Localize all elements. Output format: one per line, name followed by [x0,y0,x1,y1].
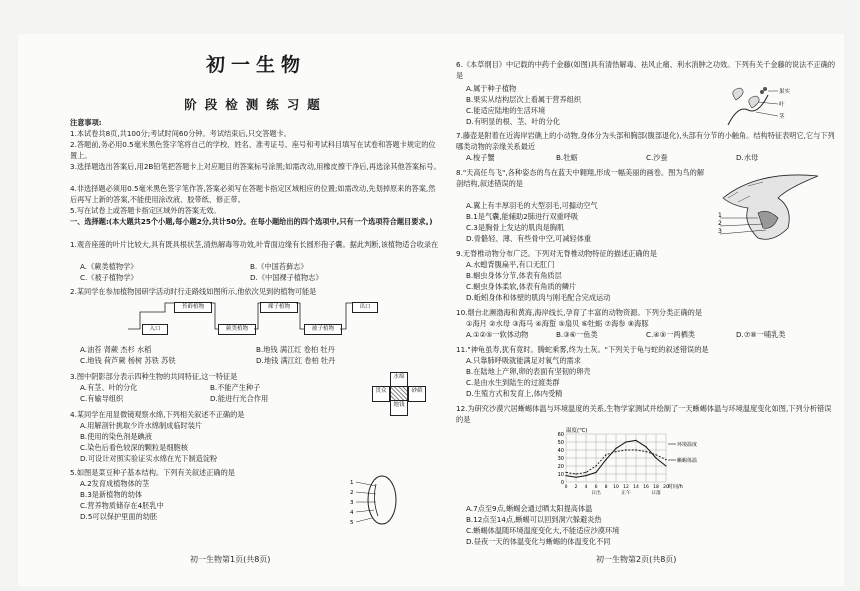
question-3-option-b: B.不能产生种子 [210,383,261,392]
note-1: 1.本试卷共8页,共100分;考试时间60分钟。考试结束后,只交答题卡。 [70,129,291,138]
question-12-option-a: A.7点至9点,蜥蜴会通过晒太阳提高体温 [466,504,593,513]
chart-series-0-point [585,475,586,476]
question-6-option-d: D.有明显的根、茎、叶的分化 [466,117,561,126]
question-2-option-c: C.地钱 荷芦蕨 杨树 苏铁 苏铁 [80,356,176,365]
cross-left: 贯众 [372,386,390,402]
question-12-option-d: D.昼夜一天的体温变化与蜥蜴的体温变化不同 [466,537,611,546]
question-1-option-a: A.《蕨类植物学》 [80,262,138,271]
chart-x-tick: 18 [653,485,659,490]
route-gymnosperm: 裸子植物 [260,302,298,313]
chart-series-1-point [635,449,636,450]
note-4: 4.非选择题必须用0.5毫米黑色签字笔作答,答案必须写在答题卡指定区域相应的位置;如需改动,先划掉原来的答案,然后再写上新的答案,不能使用涂改液、胶带纸、修正带。 [70,184,436,204]
question-11-stem: 11."神龟虽寿,犹有竟时。腾蛇乘雾,终为土灰。"下列关于龟与蛇的叙述错误的是 [456,345,709,354]
question-11-option-a: A.只靠肺呼吸就能满足对氧气的需求 [466,356,581,365]
question-2-option-a: A.油苔 肾蕨 杰杉 水稻 [80,345,152,354]
question-3-option-a: A.有茎、叶的分化 [80,383,138,392]
chart-series-1-point [575,473,576,474]
question-10-option-b: B.③⑥一鱼类 [556,330,598,339]
question-8-option-a: A.翼上有丰厚羽毛的大型羽毛,可搧动空气 [466,201,598,210]
plant-label-fruit: 果实 [779,89,791,95]
section-heading: 一、选择题:(本大题共25个小题,每小题2分,共计50分。在每小题给出的四个选项中,只有一个选项符合题目要求。) [70,217,433,226]
plant-label-stem: 茎 [779,114,785,120]
cross-bottom: 地钱 [390,400,408,416]
seed-label-2: 2 [350,490,354,496]
question-7-option-b: B.牡蛎 [556,153,578,162]
question-9-option-a: A.水螅背腹扁平,有口无肛门 [466,260,555,269]
question-2-option-d: D.地钱 满江红 卷柏 牡丹 [256,356,336,365]
seed-label-4: 4 [350,510,354,516]
question-10-stem: 10.烟台北濒渤海和黄海,海岸线长,孕育了丰富的动物资源。下列分类正确的是 [456,308,703,317]
question-10-option-a: A.①②⑤一软体动物 [466,330,529,339]
question-11-option-b: B.在陆地上产卵,卵的表面有坚韧的卵壳 [466,367,591,376]
chart-annotation: 日落 [651,491,661,496]
chart-series-1-point [655,454,656,455]
chart-series-1-point [625,449,626,450]
question-3-option-c: C.有输导组织 [80,394,124,403]
question-6-option-c: C.能适应陆地的生活环境 [466,106,546,115]
chart-x-tick: 16 [643,485,649,490]
page-title: 初一生物 [205,54,306,76]
seed-label-5: 5 [350,520,354,526]
chart-x-tick: 20 [663,485,669,490]
question-4-option-a: A.用解剖针挑取少许水绵制成临时装片 [80,421,203,430]
question-12-stem: 12.为研究沙漠穴居蜥蜴体温与环境温度的关系,生物学家测试并绘制了一天蜥蜴体温与环境温度变化如图,下列分析错误的是 [456,404,832,424]
question-5-option-a: A.2发育成植物体的茎 [80,479,150,488]
question-11-option-c: C.是由水生到陆生的过渡类群 [466,378,560,387]
chart-x-tick: 4 [584,485,588,490]
route-path [70,296,442,346]
question-9-option-b: B.蛔虫身体分节,体表有角质层 [466,271,562,280]
question-7-option-c: C.沙蚕 [646,153,668,162]
stephania-plant-diagram [718,80,798,130]
chart-x-tick: 0 [564,485,568,490]
question-4-option-c: C.染色后看色较深的颗粒是细胞核 [80,443,188,452]
chart-x-tick: 14 [633,485,639,490]
chart-series-1-point [565,472,566,473]
question-5-option-c: C.营养物质储存在4胚乳中 [80,501,164,510]
question-3-stem: 3.图中阴影部分表示四种生物的共同特征,这一特征是 [70,372,238,381]
chart-series-1-point [605,454,606,455]
chart-series-1-point [645,451,646,452]
cross-right: 砂藓 [408,386,426,402]
bird-label-1: 1 [718,212,722,219]
question-8-option-d: D.骨骼轻、薄、有些骨中空,可减轻体重 [466,234,592,243]
chart-series-0-point [645,446,646,447]
chart-y-tick: 30 [557,455,564,462]
question-6-stem: 6.《本草纲目》中记载的中药千金藤(如图)具有清热解毒、祛风止痛、利水消肿之功效。下列有关千金藤的说法不正确的是 [456,60,836,80]
chart-x-tick: 12 [623,485,629,490]
question-1-option-c: C.《被子植物学》 [80,273,138,282]
question-3-option-d: D.能进行光合作用 [210,394,269,403]
question-12-option-b: B.12点至14点,蜥蜴可以回到洞穴躲避炎热 [466,515,602,524]
question-8-option-c: C.3是胸骨上发达的肌肉是胸肌 [466,223,565,232]
page-subtitle: 阶段检测练习题 [184,97,328,112]
question-1-option-d: D.《中国裸子植物志》 [250,273,323,282]
chart-x-label: 时间/h [668,484,683,490]
bean-seed-diagram [350,470,410,530]
question-4-option-b: B.使用的染色剂是碘液 [80,432,152,441]
route-moss: 苔藓植物 [174,302,212,313]
question-10-option-d: D.⑦⑧一哺乳类 [736,330,786,339]
question-6-option-b: B.果实从结构层次上看属于营养组织 [466,95,582,104]
chart-series-1-point [665,459,666,460]
route-angiosperm: 被子植物 [304,324,342,335]
notes-heading: 注意事项: [70,118,102,127]
chart-annotation: 正午 [621,491,631,496]
chart-legend-1: 蜥蜴体温 [677,457,698,464]
chart-series-1-point [595,465,596,466]
chart-x-tick: 8 [604,485,608,490]
route-exit: 出口 [352,302,378,313]
chart-title: 温度(℃) [566,428,588,434]
chart-series-0-point [605,459,606,460]
chart-series-1-point [585,472,586,473]
chart-y-tick: 20 [557,463,564,470]
chart-x-tick: 10 [613,485,619,490]
question-8-option-b: B.1是气囊,能辅助2肺进行双重呼吸 [466,212,579,221]
question-9-stem: 9.无脊椎动物分布广泛。下列对无脊椎动物特征的描述正确的是 [456,249,657,258]
plant-label-leaf: 叶 [779,102,785,108]
seed-label-1: 1 [350,480,354,486]
chart-annotation: 日出 [591,491,601,496]
cross-top: 水绵 [390,372,408,388]
chart-series-0-point [655,457,656,458]
question-9-option-d: D.蚯蚓身体和体壁的肌肉与刚毛配合完成运动 [466,293,611,302]
chart-y-tick: 40 [557,447,564,454]
chart-series-0-point [565,475,566,476]
chart-x-tick: 2 [574,485,578,490]
footer-right: 初一生物第2页(共8页) [596,555,677,564]
route-fern: 蕨类植物 [218,324,256,335]
chart-series-1-point [615,451,616,452]
question-7-option-d: D.水母 [736,153,759,162]
question-12-option-c: C.蜥蜴体温随环境温度变化大,不能适应沙漠环境 [466,526,620,535]
question-11-option-d: D.生殖方式和发育上,体内受精 [466,389,563,398]
note-2: 2.答题前,务必用0.5毫米黑色签字笔将自己的学校、姓名、准考证号、座号和考试科目填写在试卷和答题卡规定的位置上。 [70,140,436,160]
note-3: 3.选择题选出答案后,用2B铅笔把答题卡上对应题目的答案标号涂黑;如需改动,用橡皮擦干净后,再选涂其他答案标号。 [70,162,441,171]
question-5-option-b: B.3是新植物的幼体 [80,490,143,499]
chart-legend-0: 环境温度 [677,441,698,448]
question-9-option-c: C.蛔虫身体柔软,体表有角质的鳞片 [466,282,577,291]
chart-y-tick: 50 [557,439,564,446]
chart-y-tick: 60 [557,431,564,438]
question-2-stem: 2.某同学在参加植物园研学活动时行走路线如图所示,他依次见到的植物可能是 [70,287,317,296]
temperature-chart [548,426,728,500]
bird-label-2: 2 [718,220,722,227]
bird-label-3: 3 [718,228,722,235]
question-4-stem: 4.某同学在用显微镜观察水绵,下列相关叙述不正确的是 [70,410,245,419]
question-7-option-a: A.梭子蟹 [466,153,495,162]
exam-sheet [18,34,844,586]
chart-y-tick: 0 [560,479,564,486]
chart-series-0-point [615,448,616,449]
footer-left: 初一生物第1页(共8页) [190,555,271,564]
chart-series-0-point [625,441,626,442]
bird-anatomy-diagram [718,168,828,248]
chart-y-tick: 10 [557,471,564,478]
question-1-option-b: B.《中国苔藓志》 [250,262,308,271]
question-7-stem: 7.藤壶是附着在近海岸岩礁上的小动物,身体分为头部和胸部(腹部退化),头部有分节的小触角。结构特征表明它,它与下列哪类动物的亲缘关系最近 [456,131,835,151]
question-2-option-b: B.地钱 满江红 卷柏 牡丹 [256,345,335,354]
note-5: 5.写在试卷上或答题卡指定区域外的答案无效。 [70,206,221,215]
question-8-stem: 8."天高任鸟飞",各种姿态的鸟在蓝天中翱翔,形成一幅美丽的画卷。图为鸟的解剖结构,叙述错误的是 [456,168,705,188]
question-4-option-d: D.可设计对照实验证实水绵在光下制造淀粉 [80,454,218,463]
chart-series-0-point [575,477,576,478]
question-10-option-c: C.④⑤一两栖类 [646,330,695,339]
question-5-stem: 5.如图是菜豆种子基本结构。下列有关叙述正确的是 [70,468,235,477]
seed-label-3: 3 [350,500,354,506]
chart-series-0-point [595,472,596,473]
route-entrance: 入口 [142,324,168,335]
question-6-option-a: A.属于种子植物 [466,84,517,93]
question-10-items: ①海月 ②水母 ③海马 ④海蜇 ⑤扇贝 ⑥牡蛎 ⑦海参 ⑧海豚 [466,319,649,328]
chart-series-0-point [665,465,666,466]
chart-series-0-point [635,440,636,441]
question-1-stem: 1.观音座莲的叶片比较大,具有既具根状茎,清热解毒等功效,叶背面边缘有长圆形孢子囊。据此判断,该植物适合收录在 [70,240,439,249]
chart-x-tick: 6 [594,485,598,490]
question-5-option-d: D.5可以保护里面的幼胚 [80,512,158,521]
